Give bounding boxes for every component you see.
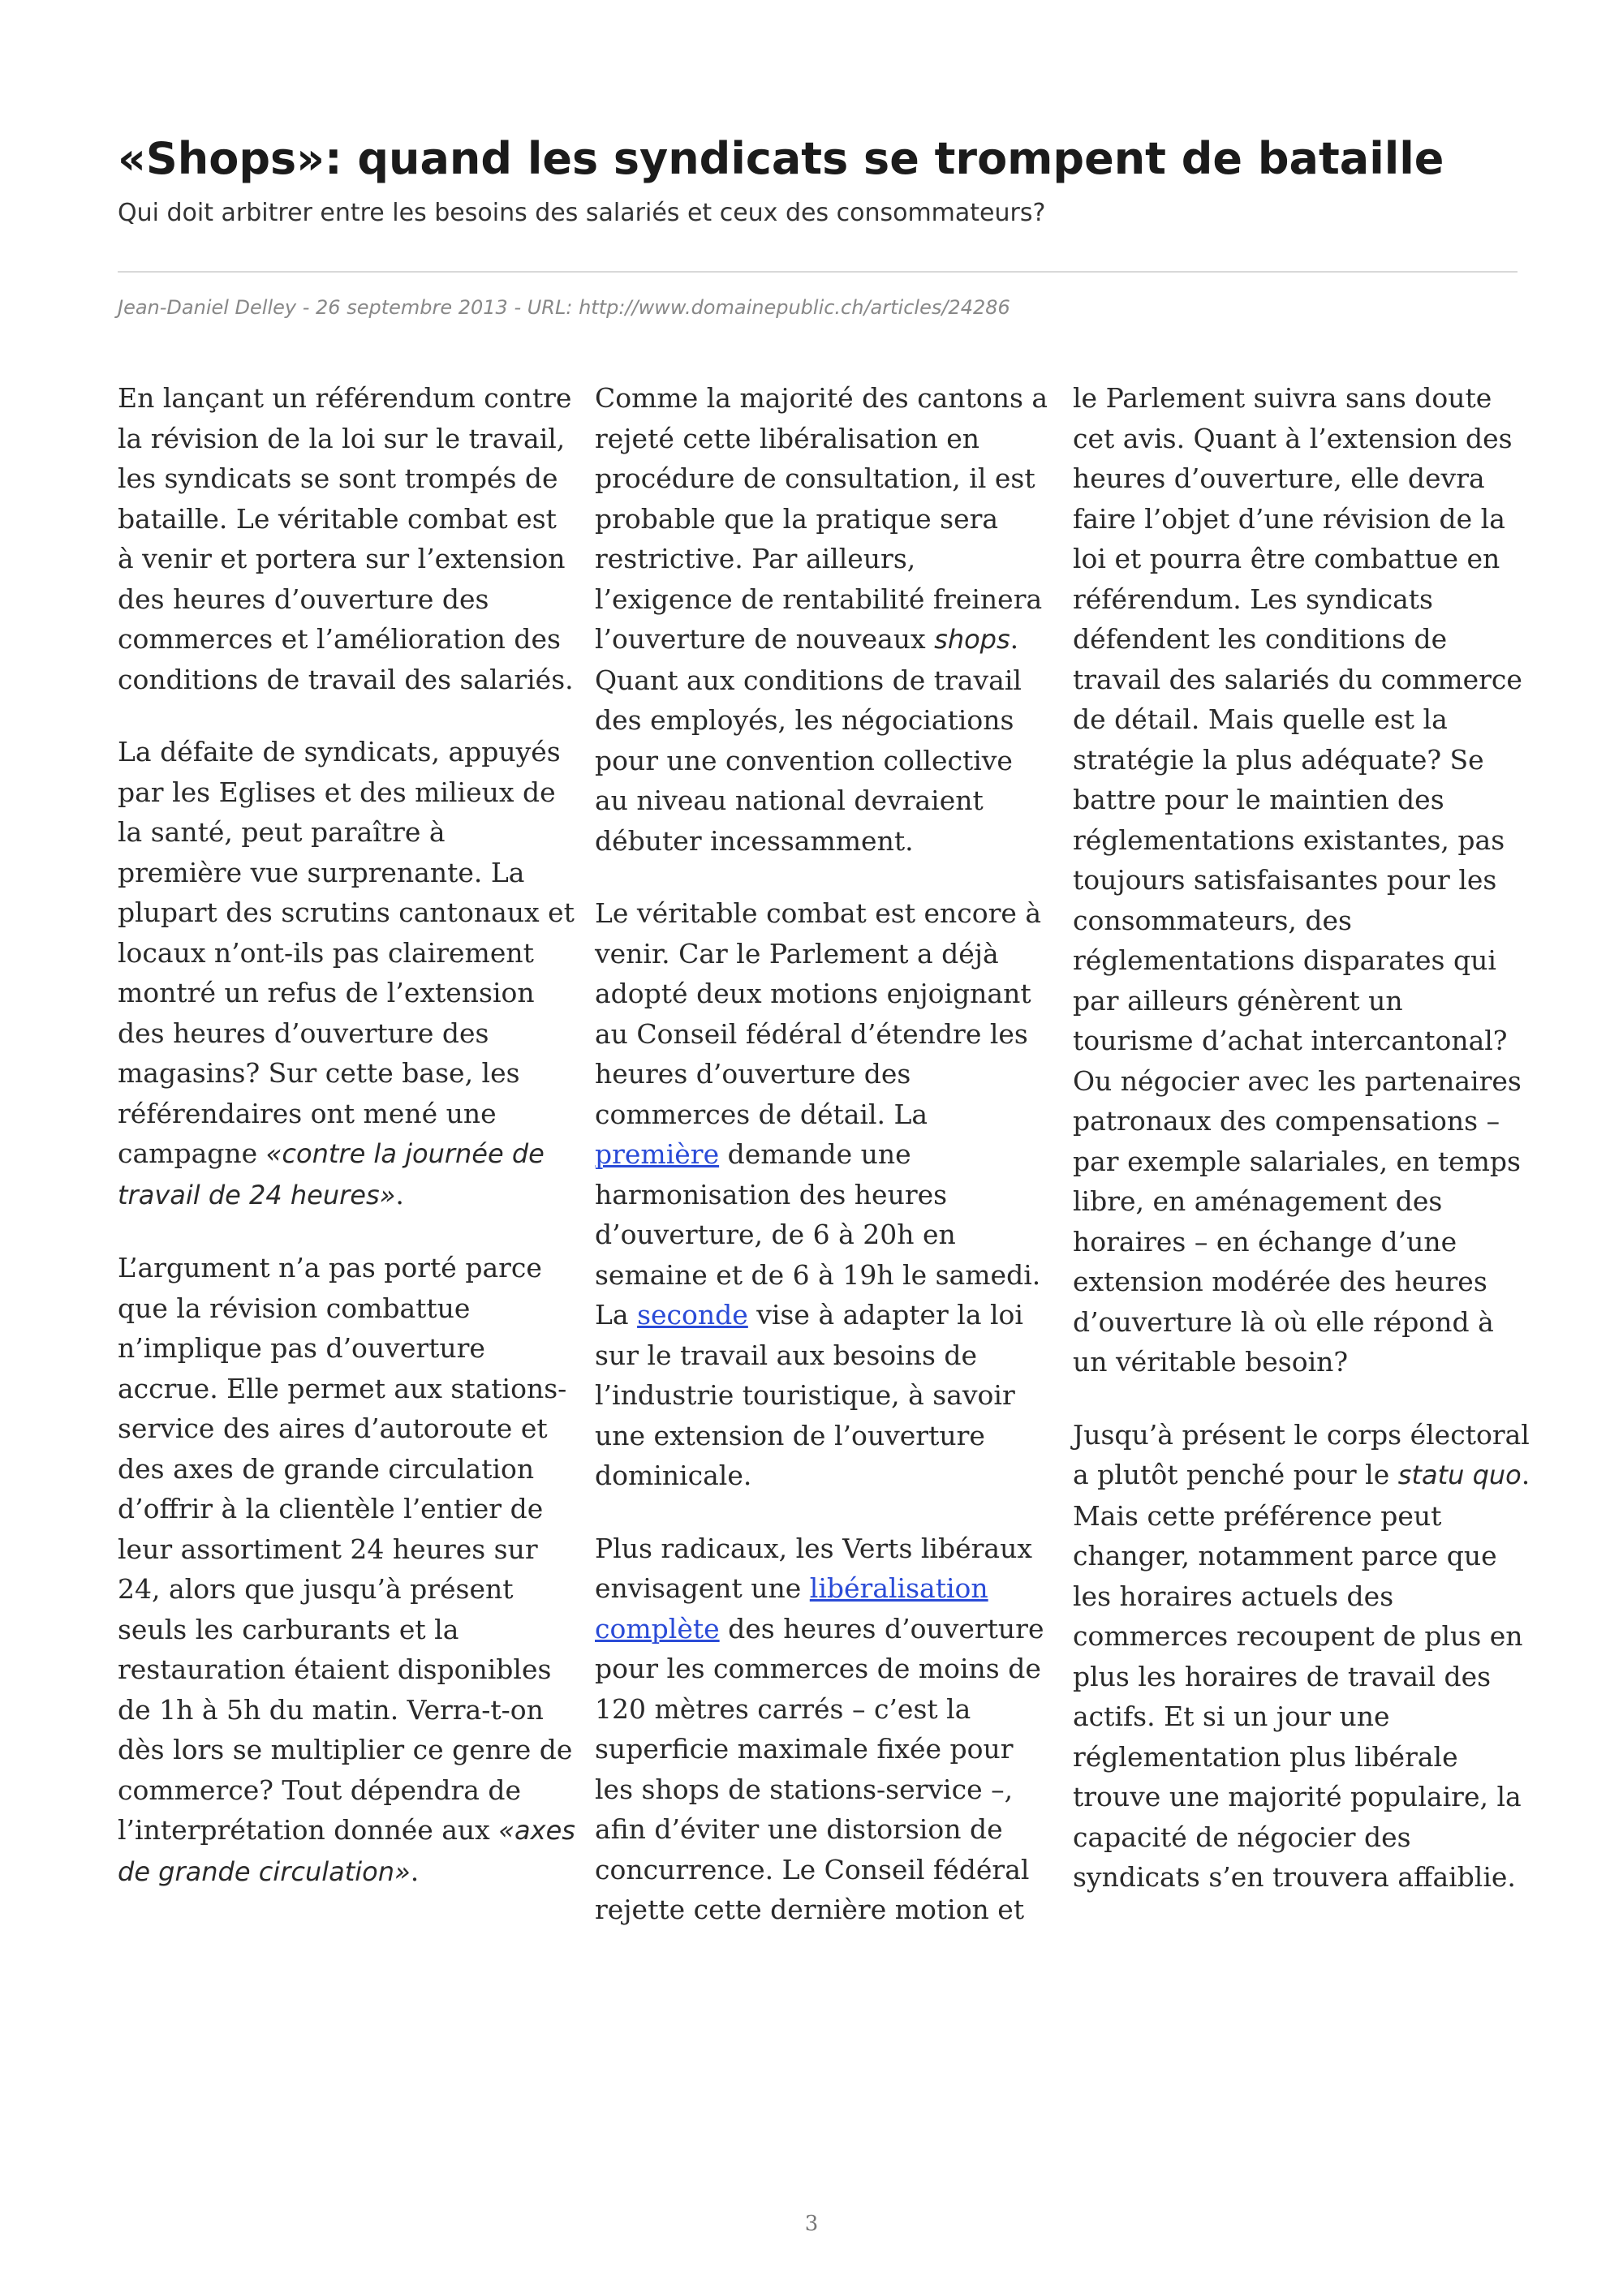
term-emphasis: statu quo: [1397, 1460, 1522, 1490]
column-2: [595, 378, 1053, 1963]
link-premiere[interactable]: première: [595, 1138, 720, 1170]
paragraph: le Parlement suivra sans doute cet avis. Quant à l’extension des heures d’ouverture, elle devra faire l’objet d’une révision de la loi et pourra être combattue en référendum. Les syndicats défendent les conditions de travail des salariés du commerce de détail. Mais quelle est la stratégie la plus adéquate? Se battre pour le maintien des réglementations existantes, pas toujours satisfaisantes pour les consommateurs, des réglementations disparates qui par ailleurs génèrent un tourisme d’achat intercantonal? Ou négocier avec les partenaires patronaux des compensations – par exemple salariales, en temps libre, en aménagement des horaires – en échange d’une extension modérée des heures d’ouverture là où elle répond à un véritable besoin?: [1073, 382, 1522, 1378]
paragraph: L’argument n’a pas porté parce que la révision combattue n’implique pas d’ouverture accrue. Elle permet aux stations-service des aires d’autoroute et des axes de grande circulation d’offrir à la clientèle l’entier de leur assortiment 24 heures sur 24, alors que jusqu’à présent seuls les carburants et la restauration étaient disponibles de 1h à 5h du matin. Verra-t-on dès lors se multiplier ce genre de commerce? Tout dépendra de l’interprétation donnée aux «axes de grande circulation».: [118, 1252, 575, 1887]
paragraph: En lançant un référendum contre la révision de la loi sur le travail, les syndicats se sont trompés de bataille. Le véritable combat est à venir et portera sur l’extension des heures d’ouverture des commerces et l’amélioration des conditions de travail des salariés.: [118, 382, 574, 695]
paragraph: La défaite de syndicats, appuyés par les Eglises et des milieux de la santé, peut paraître à première vue surprenante. La plupart des scrutins cantonaux et locaux n’ont-ils pas clairement montré un refus de l’extension des heures d’ouverture des magasins? Sur cette base, les référendaires ont mené une campagne «contre la journée de travail de 24 heures».: [118, 736, 575, 1210]
quote-emphasis: «axes de grande circulation»: [118, 1815, 575, 1887]
column-3: [1073, 378, 1531, 1930]
paragraph: Comme la majorité des cantons a rejeté cette libéralisation en procédure de consultation, il est probable que la pratique sera restrictive. Par ailleurs, l’exigence de rentabilité freinera l’ouverture de nouveaux shops. Quant aux conditions de travail des employés, les négociations pour une convention collective au niveau national devraient débuter incessamment.: [595, 382, 1048, 857]
quote-emphasis: «contre la journée de travail de 24 heures»: [118, 1138, 545, 1210]
paragraph: Jusqu’à présent le corps électoral a plutôt penché pour le statu quo. Mais cette préférence peut changer, notamment parce que les horaires actuels des commerces recoupent de plus en plus les horaires de travail des actifs. Et si un jour une réglementation plus libérale trouve une majorité populaire, la capacité de négocier des syndicats s’en trouvera affaiblie.: [1073, 1418, 1530, 1893]
page-number: 3: [804, 2212, 819, 2236]
paragraph: Le véritable combat est encore à venir. Car le Parlement a déjà adopté deux motions enjoignant au Conseil fédéral d’étendre les heures d’ouverture des commerces de détail. La première demande une harmonisation des heures d’ouverture, de 6 à 20h en semaine et de 6 à 19h le samedi. La seconde vise à adapter la loi sur le travail aux besoins de l’industrie touristique, à savoir une extension de l’ouverture dominicale.: [595, 897, 1042, 1491]
paragraph: Plus radicaux, les Verts libéraux envisagent une libéralisation complète des heures d’ouverture pour les commerces de moins de 120 mètres carrés – c’est la superficie maximale fixée pour les shops de stations-service –, afin d’éviter une distorsion de concurrence. Le Conseil fédéral rejette cette dernière motion et: [595, 1532, 1044, 1925]
column-1: [118, 378, 576, 1924]
article-subtitle: Qui doit arbitrer entre les besoins des salariés et ceux des consommateurs?: [118, 199, 1046, 227]
link-seconde[interactable]: seconde: [637, 1299, 748, 1331]
link-liberalisation-complete[interactable]: libéralisation complète: [595, 1572, 988, 1645]
article-title: «Shops»: quand les syndicats se trompent de bataille: [118, 133, 1444, 184]
article-meta: Jean-Daniel Delley - 26 septembre 2013 - URL: http://www.domainepublic.ch/articles/24286: [118, 296, 1010, 319]
header-divider: [118, 271, 1518, 273]
term-emphasis: shops: [934, 624, 1010, 655]
